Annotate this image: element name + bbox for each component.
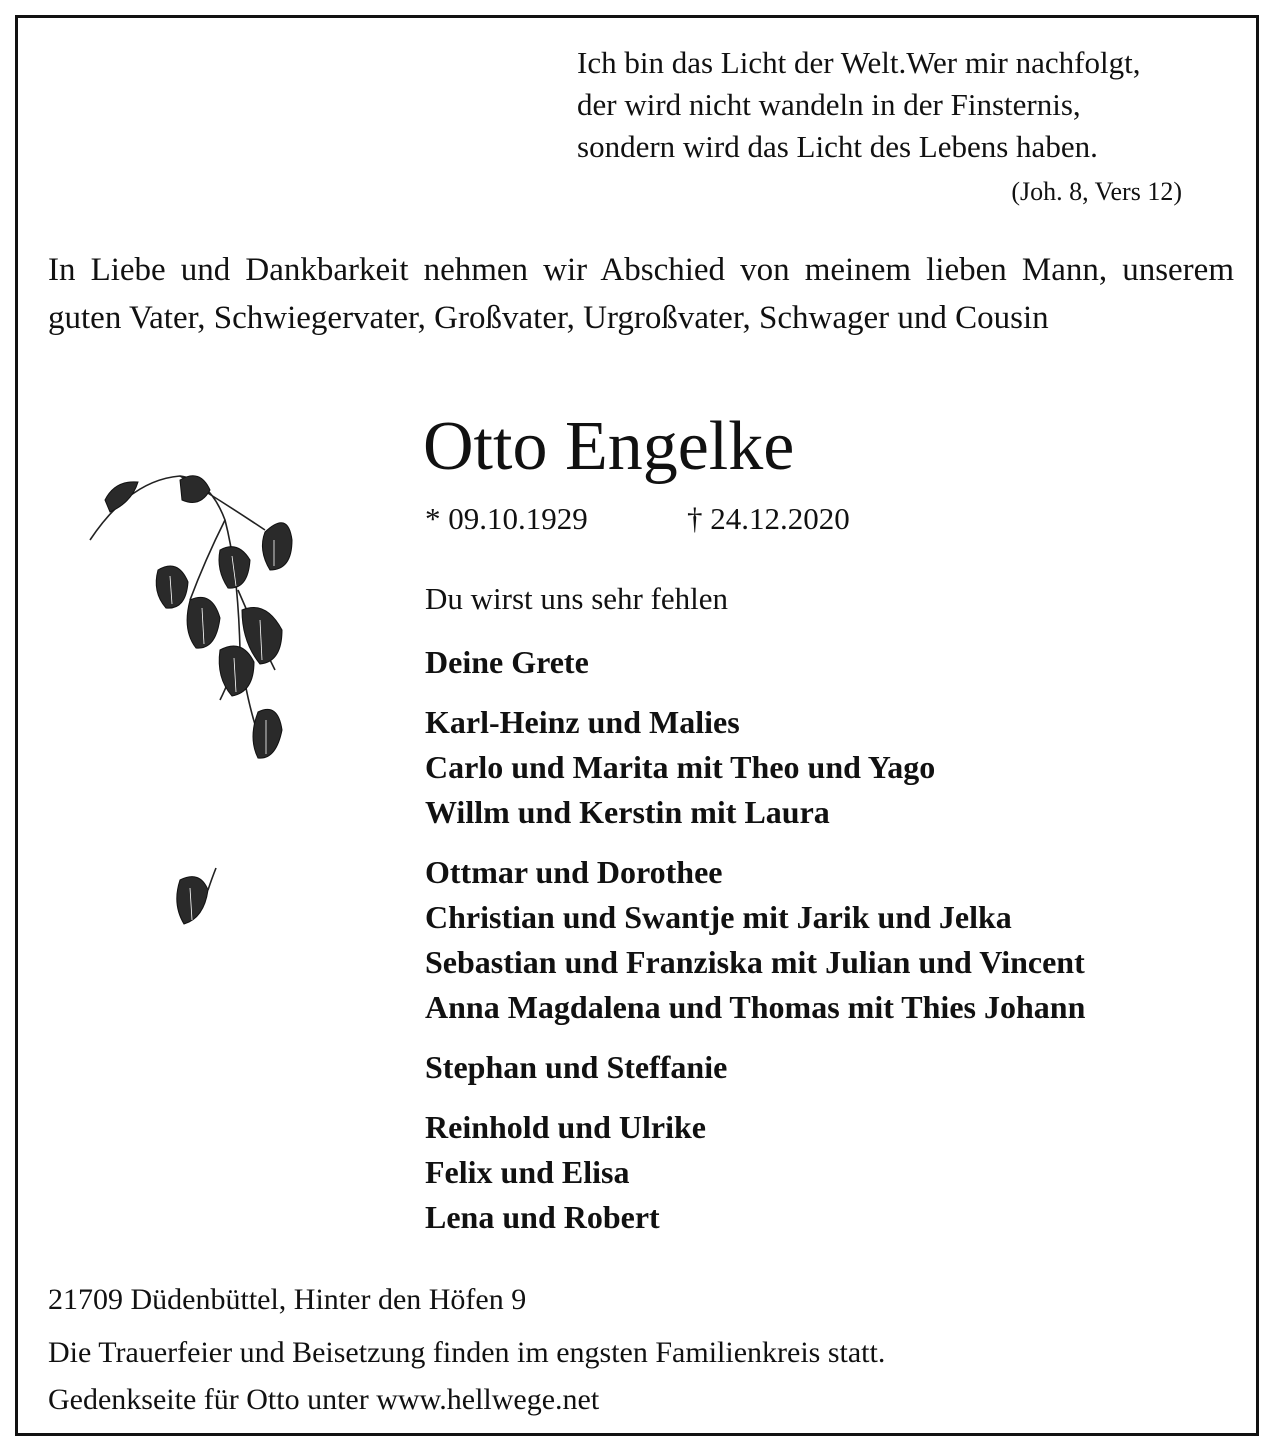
mourner-line: Stephan und Steffanie xyxy=(425,1049,728,1085)
life-dates xyxy=(425,498,850,540)
address: 21709 Düdenbüttel, Hinter den Höfen 9 xyxy=(48,1283,527,1316)
quote-reference: (Joh. 8, Vers 12) xyxy=(1011,177,1182,206)
intro-text: In Liebe und Dankbarkeit nehmen wir Abschied von meinem lieben Mann, unserem guten Vater, Schwiegervater, Großvater, Urgroßvater, Schwager und Cousin xyxy=(48,252,1234,336)
farewell-text: Du wirst uns sehr fehlen xyxy=(425,581,729,616)
mourner-line: Willm und Kerstin mit Laura xyxy=(425,794,830,830)
bible-quote xyxy=(577,42,1257,168)
mourner-group xyxy=(425,850,1255,1030)
mourner-line: Anna Magdalena und Thomas mit Thies Johann xyxy=(425,989,1086,1025)
birch-branch-icon xyxy=(60,440,350,980)
mourner-line: Deine Grete xyxy=(425,644,589,680)
mourner-line: Carlo und Marita mit Theo und Yago xyxy=(425,749,936,785)
death-date: † 24.12.2020 xyxy=(687,501,850,536)
mourner-line: Reinhold und Ulrike xyxy=(425,1109,706,1145)
mourner-line: Ottmar und Dorothee xyxy=(425,854,723,890)
mourners-list xyxy=(425,640,1255,1255)
quote-line: Ich bin das Licht der Welt.Wer mir nachfolgt, xyxy=(577,45,1141,80)
memorial-note: Gedenkseite für Otto unter www.hellwege.net xyxy=(48,1383,600,1416)
mourner-line: Karl-Heinz und Malies xyxy=(425,704,740,740)
mourner-group xyxy=(425,1105,1255,1240)
quote-line: der wird nicht wandeln in der Finsternis, xyxy=(577,87,1081,122)
mourner-group xyxy=(425,1045,1255,1090)
mourner-group xyxy=(425,700,1255,835)
mourner-line: Felix und Elisa xyxy=(425,1154,630,1190)
ceremony-note: Die Trauerfeier und Beisetzung finden im engsten Familienkreis statt. xyxy=(48,1336,886,1369)
quote-line: sondern wird das Licht des Lebens haben. xyxy=(577,129,1098,164)
mourner-line: Christian und Swantje mit Jarik und Jelka xyxy=(425,899,1012,935)
mourner-line: Sebastian und Franziska mit Julian und Vincent xyxy=(425,944,1085,980)
deceased-name: Otto Engelke xyxy=(423,408,795,485)
mourner-line: Lena und Robert xyxy=(425,1199,660,1235)
birth-date: * 09.10.1929 xyxy=(425,501,588,536)
mourner-group xyxy=(425,640,1255,685)
